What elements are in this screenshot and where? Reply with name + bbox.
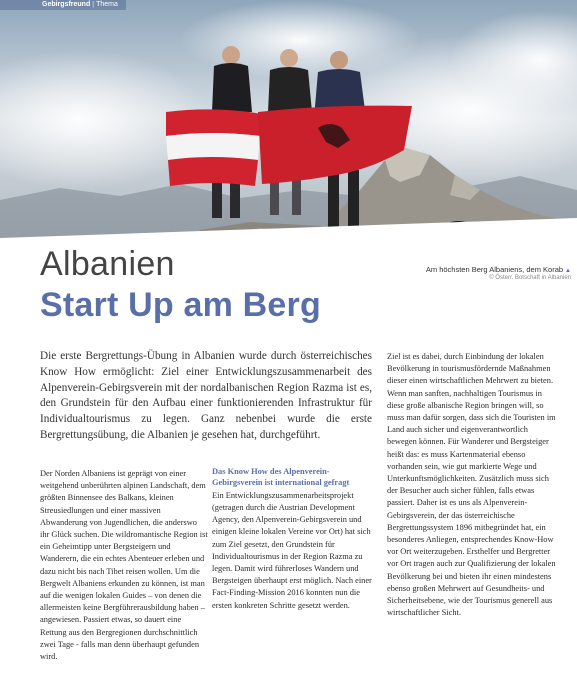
section-name: Thema [96, 1, 118, 8]
col2-text: Ein Entwicklungszusammenarbeitsprojekt (getragen durch die Austrian Development Agency, den Alpenverein-Gebirgsverein und einigen kleine lokalen Vereine vor Ort) hat sich zum Ziel gesetzt, den Grundstein für Individualtourismus in der Region Razma zu legen. Damit wird führerloses Wandern und Bergsteigen überhaupt erst möglich. Nach einer Fact-Finding-Mission 2016 konnten nun die ersten konkreten Schritte gesetzt werden. [212, 490, 372, 610]
body-column-3 [387, 351, 557, 619]
tag-separator: | [92, 1, 95, 8]
photo-caption [426, 265, 571, 281]
body-column-1 [40, 468, 208, 663]
caption-text: Am höchsten Berg Albaniens, dem Korab ▲ [425, 265, 571, 274]
photo-credit: © Österr. Botschaft in Albanien [489, 275, 571, 281]
col3-text: Ziel ist es dabei, durch Einbindung der lokalen Bevölkerung in tourismusfördernde Maßnahmen dieser einen wirtschaftlichen Mehrwert zu bieten. Wenn man sanften, nachhaltigen Tourismus in diese große albanische Region bringen will, so muss man dafür sorgen, dass sich die Touristen im Land auch sicher und eigenverantwortlich bewegen können. Für Wanderer und Bergsteiger heißt das: es muss Kartenmaterial ebenso vorhanden sein, wie gut markierte Wege und Unterkunftsmöglichkeiten. Zusätzlich muss sich der Besucher auch sicher fühlen, falls etwas passiert. Daher ist es uns als Alpenverein-Gebirgsverein, der das österreichische Bergrettungssystem 1896 mitbegründet hat, ein besonderes Anliegen, entsprechendes Know-How vor Ort weiterzugeben. Ersthelfer und Bergretter vor Ort tragen auch zur Qualifizierung der lokalen Bevölkerung bei und bieten ihr einen mindestens ebenso großen Mehrwert auf Gesundheits- und Sicherheitsebene, wie der Tourismus generell aus wirtschaftlicher Sicht. [387, 352, 556, 618]
col1-text: Der Norden Albaniens ist geprägt von einer weitgehend unberührten alpinen Landschaft, dem größten Binnensee des Balkans, kleinen Streusiedlungen und einer massiven Abwanderung von Jugendlichen, die anderswo ihr Glück suchen. Die wildromantische Region ist ein Geheimtipp unter Bergsteigern und Wanderern, die ein echtes Abenteuer erleben und dazu nicht bis nach Tibet reisen wollen. Um die Bergwelt Albaniens erkunden zu können, ist man auf die wenigen lokalen Guides – von denen die allermeisten keine Bergführerausbildung haben – angewiesen. Passiert etwas, so dauert eine Rettung aus den Bergregionen durchschnittlich zwei Tage - falls man denn überhaupt gefunden wird. [40, 469, 208, 662]
magazine-brand: Gebirgsfreund [42, 1, 91, 8]
caption-triangle-icon: ▲ [565, 268, 571, 274]
lead-paragraph: Die erste Bergrettungs-Übung in Albanien wurde durch österreichisches Know How ermöglicht: Ziel einer Entwicklungszusammenarbeit des Alpenverein-Gebirgsverein mit der nordalbanischen Region Razma ist es, den Grundstein für den Aufbau einer funktionierenden Infrastruktur für Individualtourismus zu legen. Ganz nebenbei wurde die erste Bergrettungsübung, die Albanien je gesehen hat, durchgeführt. [40, 350, 372, 441]
body-column-2 [212, 466, 380, 612]
article-headline: Start Up am Berg [40, 286, 321, 324]
article-kicker: Albanien [40, 245, 175, 283]
col2-subheading: Das Know How des Alpenverein-Gebirgsverein ist international gefragt [212, 467, 350, 488]
